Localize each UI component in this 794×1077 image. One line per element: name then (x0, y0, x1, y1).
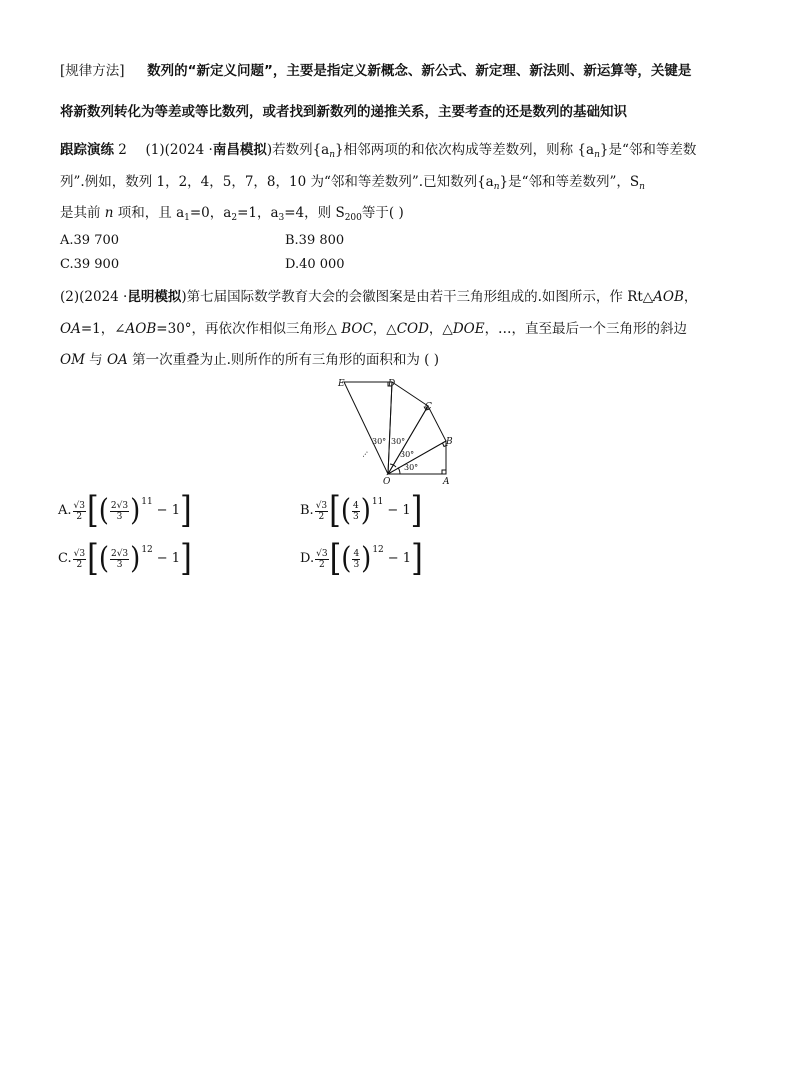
label-o: O (383, 477, 391, 486)
q1-sub4: 200 (344, 213, 362, 223)
q2-line2-a: OA (60, 321, 81, 337)
q2-line3-a: OM (60, 352, 85, 368)
method-text-2: 将新数列转化为等差或等比数列，或者找到新数列的递推关系，主要考查的还是数列的基础知识 (60, 104, 627, 120)
angle-label-2: 30° (391, 437, 406, 446)
q1-text-c: }是“邻和等差数 (599, 142, 697, 158)
q1-line3-b: 项和，且 a (113, 205, 185, 221)
q2-option-b[interactable]: B. $\frac{√3}{2}$ [ ( $\frac{4}{3}$ ) $^{11}$ − 1 ] (300, 489, 423, 532)
q2-source: 昆明模拟 (127, 289, 182, 305)
q1-option-d[interactable]: D.40 000 (285, 257, 345, 272)
base-den: 3 (353, 559, 360, 570)
coef-den: 2 (318, 559, 325, 570)
coef-den: 2 (318, 511, 325, 522)
triangle-cod (388, 382, 428, 474)
q1-prefix: (1)(2024 · (145, 142, 213, 158)
coef-num: √3 (316, 548, 328, 559)
q1-sub-a: n (329, 150, 336, 160)
q2-line2-i: DOE (452, 321, 485, 337)
q1-line-3 (60, 203, 404, 228)
label-b: B (446, 437, 453, 447)
q2-option-b-letter: B. (300, 503, 314, 518)
q2-line-2 (60, 319, 687, 339)
coef-den: 2 (76, 511, 83, 522)
right-angle-a (442, 470, 446, 474)
q1-line3-d: =1，a (237, 205, 279, 221)
q1-line-1 (60, 140, 696, 165)
q2-line1-a: )第七届国际数学教育大会的会徽图案是由若干三角形组成的.如图所示，作 Rt△ (181, 289, 654, 305)
q1-sub3: 3 (278, 213, 285, 223)
tail: − 1 (156, 503, 180, 518)
q2-option-d-letter: D. (300, 551, 315, 566)
base-num: 2√3 (110, 548, 129, 559)
q1-option-a[interactable]: A.39 700 (60, 233, 120, 248)
angle-arc-1 (398, 468, 400, 475)
base-den: 3 (353, 511, 359, 522)
q1-line2-b: }是“邻和等差数列”，S (499, 174, 640, 190)
method-tag: [规律方法] (60, 63, 125, 79)
label-c: C (425, 402, 432, 412)
q2-line-3 (60, 350, 439, 370)
q2-line1-c: ， (683, 289, 698, 305)
base-num: 4 (353, 500, 359, 511)
q1-line3-c: =0，a (189, 205, 232, 221)
q2-line2-j: ，…，直至最后一个三角形的斜边 (484, 321, 688, 337)
q2-option-c[interactable]: C. $\frac{√3}{2}$ [ ( $\frac{2√3}{3}$ ) $^{12}$ − 1 ] (58, 537, 192, 580)
q2-option-d[interactable]: D. $\frac{√3}{2}$ [ ( $\frac{4}{3}$ ) $^{12}$ − 1 ] (300, 537, 423, 580)
base-den: 3 (116, 559, 123, 570)
q1-line2-sub2: n (639, 182, 645, 192)
geometry-figure (330, 374, 470, 486)
exponent: 11 (371, 497, 384, 507)
q2-line2-h: ，△ (428, 321, 453, 337)
q1-line3-e: =4，则 S (284, 205, 345, 221)
practice-number: 2 (118, 142, 127, 158)
q1-line-2 (60, 172, 645, 197)
coef-den: 2 (76, 559, 83, 570)
q1-text-a: )若数列{a (266, 142, 330, 158)
angle-label-4: 30° (404, 463, 419, 472)
q2-line2-b: =1，∠ (80, 321, 126, 337)
q2-option-a-letter: A. (58, 503, 72, 518)
exponent: 11 (141, 497, 153, 507)
angle-label-3: 30° (400, 450, 415, 459)
q2-line2-c: AOB (125, 321, 157, 337)
q2-line3-b: 与 (84, 352, 107, 368)
q1-line3-a: 是其前 (60, 205, 105, 221)
q2-line3-d: 第一次重叠为止.则所作的所有三角形的面积和为 ( ) (127, 352, 440, 368)
q1-sub2: 2 (231, 213, 238, 223)
label-d: D (388, 379, 396, 389)
q1-line3-n: n (104, 205, 114, 221)
base-num: 4 (353, 548, 360, 559)
triangle-doe (344, 382, 392, 474)
q2-line1-b: AOB (653, 289, 684, 305)
tail: − 1 (387, 551, 412, 566)
q2-option-a[interactable]: A. $\frac{√3}{2}$ [ ( $\frac{2√3}{3}$ ) $^{11}$ − 1 ] (58, 489, 192, 532)
q1-option-c[interactable]: C.39 900 (60, 257, 120, 272)
q1-sub-b: n (594, 150, 600, 160)
angle-label-1: 30° (372, 437, 387, 446)
method-line-1 (60, 61, 691, 81)
q2-line2-e: BOC (341, 321, 373, 337)
q1-line3-f: 等于( ) (361, 205, 404, 221)
q2-option-c-letter: C. (58, 551, 72, 566)
q2-prefix: (2)(2024 · (60, 289, 128, 305)
coef-num: √3 (315, 500, 328, 511)
label-a: A (443, 477, 450, 486)
label-e: E (338, 379, 345, 389)
tail: − 1 (387, 503, 411, 518)
q2-line2-g: COD (396, 321, 429, 337)
q2-line-1 (60, 287, 697, 307)
q1-line2-sub: n (493, 182, 500, 192)
coef-num: √3 (73, 500, 85, 511)
tail: − 1 (156, 551, 181, 566)
exponent: 12 (372, 545, 384, 555)
method-text-1: 数列的“新定义问题”，主要是指定义新概念、新公式、新定理、新法则、新运算等，关键是 (147, 63, 692, 79)
q1-sub1: 1 (184, 213, 190, 223)
method-line-2 (60, 102, 627, 122)
q1-line2-a: 列”.例如，数列 1，2，4，5，7，8，10 为“邻和等差数列”.已知数列{a (60, 174, 494, 190)
ellipsis-mark: … (357, 446, 370, 459)
q2-line2-d: =30°，再依次作相似三角形△ (156, 321, 342, 337)
base-den: 3 (116, 511, 123, 522)
q2-line3-c: OA (106, 352, 128, 368)
coef-num: √3 (73, 548, 86, 559)
q1-source: 南昌模拟 (212, 142, 267, 158)
exponent: 12 (141, 545, 153, 555)
q2-line2-f: ，△ (372, 321, 397, 337)
base-num: 2√3 (110, 500, 129, 511)
practice-label: 跟踪演练 (60, 142, 114, 158)
q1-option-b[interactable]: B.39 800 (285, 233, 345, 248)
q1-text-b: }相邻两项的和依次构成等差数列，则称 {a (335, 142, 595, 158)
